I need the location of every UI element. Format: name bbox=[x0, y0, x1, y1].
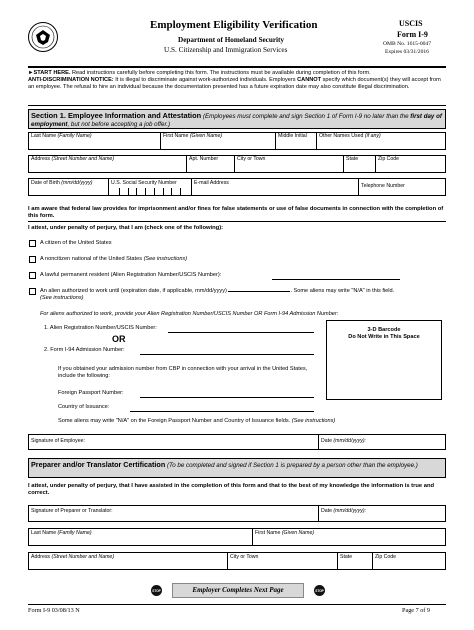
noncitizen-national-checkbox[interactable] bbox=[29, 256, 36, 263]
preparer-title: Preparer and/or Translator Certification (To be completed and signed if Section 1 is prepared by a person other than the employee.) bbox=[31, 460, 418, 469]
date-of-birth-field[interactable]: Date of Birth (mm/dd/yyyy) bbox=[31, 180, 93, 186]
citizen-checkbox[interactable] bbox=[29, 240, 36, 247]
employee-signature-field[interactable]: Signature of Employee: bbox=[31, 438, 85, 444]
preparer-signature-field[interactable]: Signature of Preparer or Translator: bbox=[31, 508, 113, 514]
agency-name: U.S. Citizenship and Immigration Services bbox=[164, 46, 288, 54]
permanent-resident-checkbox[interactable] bbox=[29, 272, 36, 279]
employee-date-field[interactable]: Date (mm/dd/yyyy): bbox=[321, 438, 366, 444]
dhs-seal-icon bbox=[28, 22, 58, 52]
footer-page-number: Page 7 of 9 bbox=[402, 607, 431, 614]
foreign-passport-input[interactable] bbox=[140, 397, 314, 398]
zip-code-field[interactable]: Zip Code bbox=[378, 156, 400, 162]
noncitizen-national-label: A noncitizen national of the United States (See instructions) bbox=[40, 256, 188, 262]
first-name-field[interactable]: First Name (Given Name) bbox=[163, 133, 223, 139]
employer-next-text: Employer Completes Next Page bbox=[192, 586, 284, 594]
middle-initial-field[interactable]: Middle Initial bbox=[278, 133, 307, 139]
uscis-label: USCIS bbox=[399, 19, 423, 28]
page-title: Employment Eligibility Verification bbox=[150, 19, 318, 31]
alien-registration-label: 1. Alien Registration Number/USCIS Number: bbox=[44, 325, 157, 331]
preparer-address-field[interactable]: Address (Street Number and Name) bbox=[31, 554, 115, 560]
start-notice: ►START HERE. Read instructions carefully before completing this form. The instructions must be available during completion of this form. ANTI-DISCRIMINATION NOTICE: It is illegal to discriminate against work-authorized individuals. Employers CANNOT specify which document(s) they will accept from an employee. The refusal to hire an individual because the documentation presented has a future expiration date may also constitute illegal discrimination. bbox=[28, 70, 441, 90]
attest-statement: I attest, under penalty of perjury, that I am (check one of the following): bbox=[28, 225, 224, 231]
other-names-field[interactable]: Other Names Used (if any) bbox=[319, 133, 381, 139]
permanent-resident-number-input[interactable] bbox=[272, 279, 400, 280]
alien-authorized-label: An alien authorized to work until (expiration date, if applicable, mm/dd/yyyy) . Some aliens may write "N/A" in this field. (See instructions) bbox=[40, 288, 395, 301]
stop-icon-left: STOP bbox=[151, 585, 162, 596]
ssn-digit-boxes bbox=[111, 188, 189, 195]
stop-icon-right: STOP bbox=[314, 585, 325, 596]
preparer-state-field[interactable]: State bbox=[340, 554, 353, 560]
alien-authorized-checkbox[interactable] bbox=[29, 288, 36, 295]
i94-number-input[interactable] bbox=[140, 354, 314, 355]
cbp-instruction: If you obtained your admission number from CBP in connection with your arrival in the United States, include the following: bbox=[58, 366, 308, 379]
section1-title: Section 1. Employee Information and Attestation (Employees must complete and sign Section 1 of Form I-9 no later than the first day of employment, but not before accepting a job offer.) bbox=[31, 111, 442, 129]
apt-number-field[interactable]: Apt. Number bbox=[189, 156, 219, 162]
or-separator: OR bbox=[112, 334, 126, 344]
city-field[interactable]: City or Town bbox=[237, 156, 266, 162]
address-field[interactable]: Address (Street Number and Name) bbox=[31, 156, 115, 162]
country-issuance-label: Country of Issuance: bbox=[58, 404, 110, 410]
some-aliens-note: Some aliens may write "N/A" on the Foreign Passport Number and Country of Issuance fields. (See instructions) bbox=[58, 418, 336, 424]
permanent-resident-label: A lawful permanent resident (Alien Registration Number/USCIS Number): bbox=[40, 272, 222, 278]
email-field[interactable]: E-mail Address bbox=[194, 180, 229, 186]
country-issuance-input[interactable] bbox=[130, 411, 314, 412]
department-name: Department of Homeland Security bbox=[178, 36, 284, 44]
barcode-note: Do Not Write in This Space bbox=[348, 334, 420, 340]
state-field[interactable]: State bbox=[346, 156, 359, 162]
notice-divider bbox=[28, 105, 446, 106]
expiration-date-input[interactable] bbox=[228, 291, 290, 292]
last-name-field[interactable]: Last Name (Family Name) bbox=[31, 133, 92, 139]
employee-signature-row bbox=[28, 434, 446, 450]
citizen-label: A citizen of the United States bbox=[40, 240, 112, 246]
expiration-date: Expires 03/31/2016 bbox=[385, 49, 429, 55]
preparer-zip-field[interactable]: Zip Code bbox=[375, 554, 397, 560]
preparer-city-field[interactable]: City or Town bbox=[230, 554, 259, 560]
awareness-statement: I am aware that federal law provides for imprisonment and/or fines for false statements or use of false documents in connection with the completion of this form. bbox=[28, 206, 444, 220]
preparer-attest: I attest, under penalty of perjury, that I have assisted in the completion of this form and that to the best of my knowledge the information is true and correct. bbox=[28, 483, 435, 497]
alien-number-instruction: For aliens authorized to work, provide your Alien Registration Number/USCIS Number OR Form I-94 Admission Number: bbox=[40, 311, 339, 317]
preparer-date-field[interactable]: Date (mm/dd/yyyy): bbox=[321, 508, 366, 514]
omb-number: OMB No. 1615-0047 bbox=[383, 41, 432, 47]
barcode-title: 3-D Barcode bbox=[367, 327, 401, 333]
preparer-first-name-field[interactable]: First Name (Given Name) bbox=[255, 530, 315, 536]
telephone-field[interactable]: Telephone Number bbox=[361, 183, 405, 189]
foreign-passport-label: Foreign Passport Number: bbox=[58, 390, 124, 396]
header-divider bbox=[28, 66, 446, 68]
ssn-field[interactable]: U.S. Social Security Number bbox=[111, 180, 177, 186]
preparer-last-name-field[interactable]: Last Name (Family Name) bbox=[31, 530, 92, 536]
alien-registration-input[interactable] bbox=[168, 332, 314, 333]
i94-number-label: 2. Form I-94 Admission Number: bbox=[44, 347, 125, 353]
footer-form-date: Form I-9 03/08/13 N bbox=[28, 607, 80, 614]
form-number: Form I-9 bbox=[397, 30, 428, 39]
